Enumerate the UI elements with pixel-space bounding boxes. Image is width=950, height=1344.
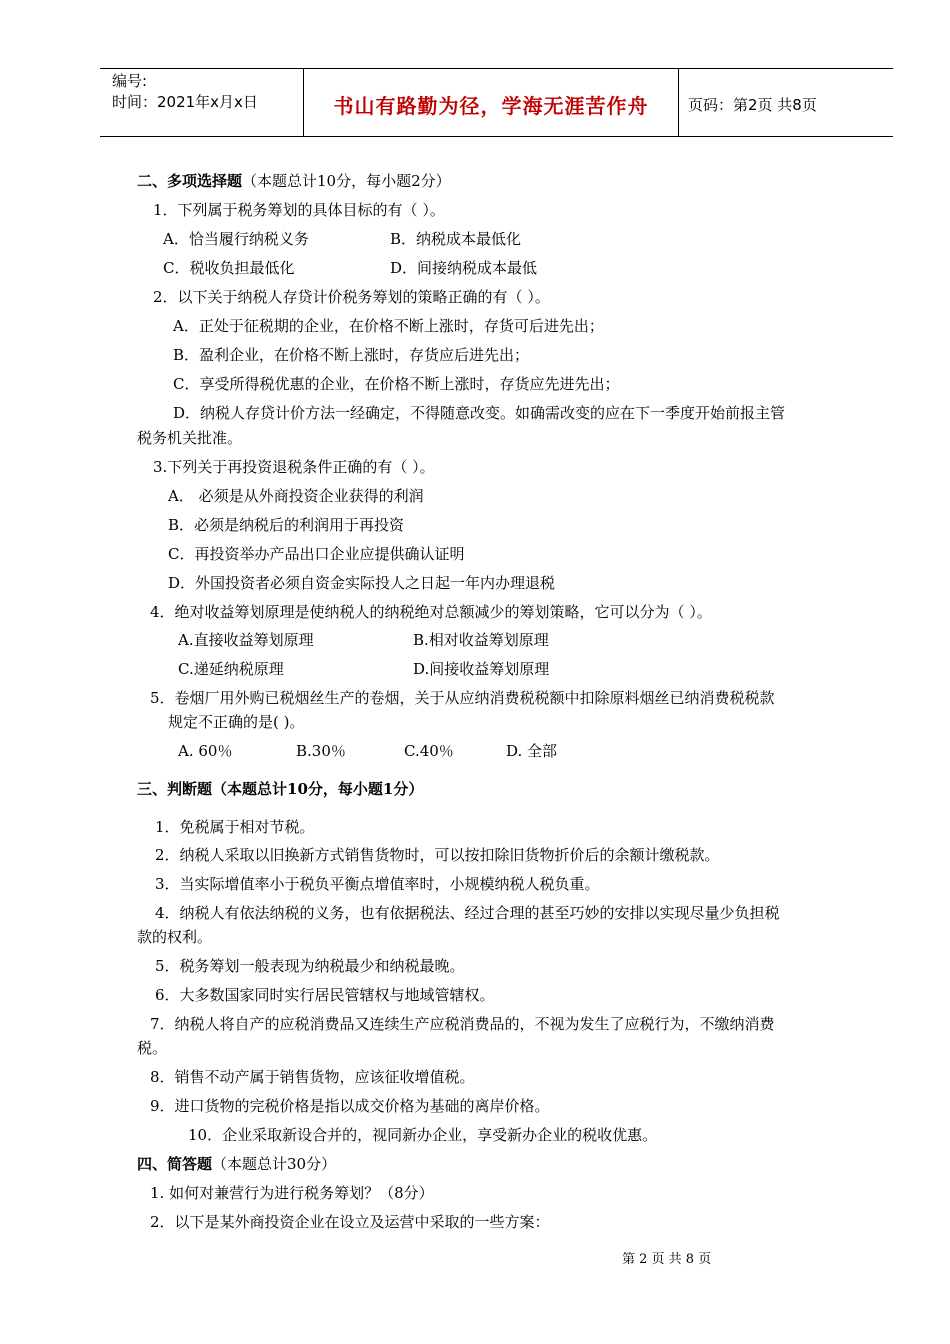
time-label: 时间：2021年x月x日: [112, 93, 258, 111]
tf-item-7-line1: 7．纳税人将自产的应税消费品又连续生产应税消费品的，不视为发生了应税行为，不缴纳消费: [150, 1015, 775, 1033]
q3-option-b: B．必须是纳税后的利润用于再投资: [168, 516, 405, 534]
q1-option-a: A．恰当履行纳税义务: [163, 230, 309, 248]
q5-stem-line2: 规定不正确的是( )。: [168, 713, 305, 731]
q1-stem: 1．下列属于税务筹划的具体目标的有（ ）。: [153, 201, 445, 219]
tf-item-7-line2: 税。: [137, 1039, 168, 1057]
q5-option-d: D. 全部: [506, 742, 558, 760]
q5-option-a: A. 60％: [178, 742, 233, 760]
tf-item-1: 1．免税属于相对节税。: [155, 818, 315, 836]
tf-item-9: 9．进口货物的完税价格是指以成交价格为基础的离岸价格。: [150, 1097, 550, 1115]
section2-title: 二、多项选择题: [137, 172, 243, 190]
q1-option-c: C．税收负担最低化: [163, 259, 295, 277]
q2-stem: 2．以下关于纳税人存贷计价税务筹划的策略正确的有（ ）。: [153, 288, 550, 306]
q3-option-d: D．外国投资者必须自资金实际投人之日起一年内办理退税: [168, 574, 556, 592]
q1-option-d: D．间接纳税成本最低: [390, 259, 538, 277]
q5-stem-line1: 5．卷烟厂用外购已税烟丝生产的卷烟，关于从应纳消费税税额中扣除原料烟丝已纳消费税税款: [150, 689, 775, 707]
tf-item-4-line1: 4．纳税人有依法纳税的义务，也有依据税法、经过合理的甚至巧妙的安排以实现尽量少负担税: [155, 904, 780, 922]
q4-option-d: D.间接收益筹划原理: [413, 660, 550, 678]
tf-item-3: 3．当实际增值率小于税负平衡点增值率时，小规模纳税人税负重。: [155, 875, 600, 893]
page-footer: 第 2 页 共 8 页: [622, 1252, 712, 1267]
page-label: 页码：第2页 共8页: [688, 96, 817, 114]
q2-option-d-line2: 税务机关批准。: [137, 429, 243, 447]
section3-title: 三、判断题（本题总计10分，每小题1分）: [137, 780, 424, 798]
tf-item-2: 2．纳税人采取以旧换新方式销售货物时，可以按扣除旧货物折价后的余额计缴税款。: [155, 846, 720, 864]
q5-option-c: C.40％: [404, 742, 454, 760]
sa-question-1: 1. 如何对兼营行为进行税务筹划？（8分）: [150, 1184, 434, 1202]
q2-option-d-line1: D．纳税人存贷计价方法一经确定，不得随意改变。如确需改变的应在下一季度开始前报主管: [173, 404, 786, 422]
section2-heading: [137, 171, 451, 191]
q4-option-a: A.直接收益筹划原理: [178, 631, 314, 649]
tf-item-6: 6．大多数国家同时实行居民管辖权与地域管辖权。: [155, 986, 495, 1004]
q3-option-a: A． 必须是从外商投资企业获得的利润: [168, 487, 424, 505]
q5-option-b: B.30％: [296, 742, 346, 760]
tf-item-8: 8．销售不动产属于销售货物，应该征收增值税。: [150, 1068, 475, 1086]
q3-stem: 3.下列关于再投资退税条件正确的有（ ）。: [153, 458, 435, 476]
q4-option-c: C.递延纳税原理: [178, 660, 284, 678]
q4-stem: 4．绝对收益筹划原理是使纳税人的纳税绝对总额减少的筹划策略，它可以分为（ ）。: [150, 603, 712, 621]
q4-option-b: B.相对收益筹划原理: [413, 631, 549, 649]
section4-note: （本题总计30分）: [212, 1155, 337, 1173]
header-motto: 书山有路勤为径，学海无涯苦作舟: [333, 94, 649, 118]
header-divider-right: [678, 68, 679, 136]
header-top-rule: [100, 68, 893, 69]
section4-title: 四、简答题: [137, 1155, 213, 1173]
section4-heading: [137, 1154, 336, 1174]
tf-item-5: 5．税务筹划一般表现为纳税最少和纳税最晚。: [155, 957, 465, 975]
section2-note: （本题总计10分，每小题2分）: [242, 172, 451, 190]
q1-option-b: B．纳税成本最低化: [390, 230, 522, 248]
header-divider-left: [303, 68, 304, 136]
q2-option-b: B．盈利企业，在价格不断上涨时，存货应后进先出；: [173, 346, 530, 364]
sa-question-2: 2．以下是某外商投资企业在设立及运营中采取的一些方案：: [150, 1213, 550, 1231]
q2-option-c: C．享受所得税优惠的企业，在价格不断上涨时，存货应先进先出；: [173, 375, 620, 393]
serial-label: 编号:: [112, 72, 148, 90]
header-bottom-rule: [100, 136, 893, 137]
tf-item-10: 10．企业采取新设合并的，视同新办企业，享受新办企业的税收优惠。: [188, 1126, 658, 1144]
tf-item-4-line2: 款的权利。: [137, 928, 213, 946]
q2-option-a: A．正处于征税期的企业，在价格不断上涨时，存货可后进先出；: [173, 317, 604, 335]
q3-option-c: C．再投资举办产品出口企业应提供确认证明: [168, 545, 465, 563]
